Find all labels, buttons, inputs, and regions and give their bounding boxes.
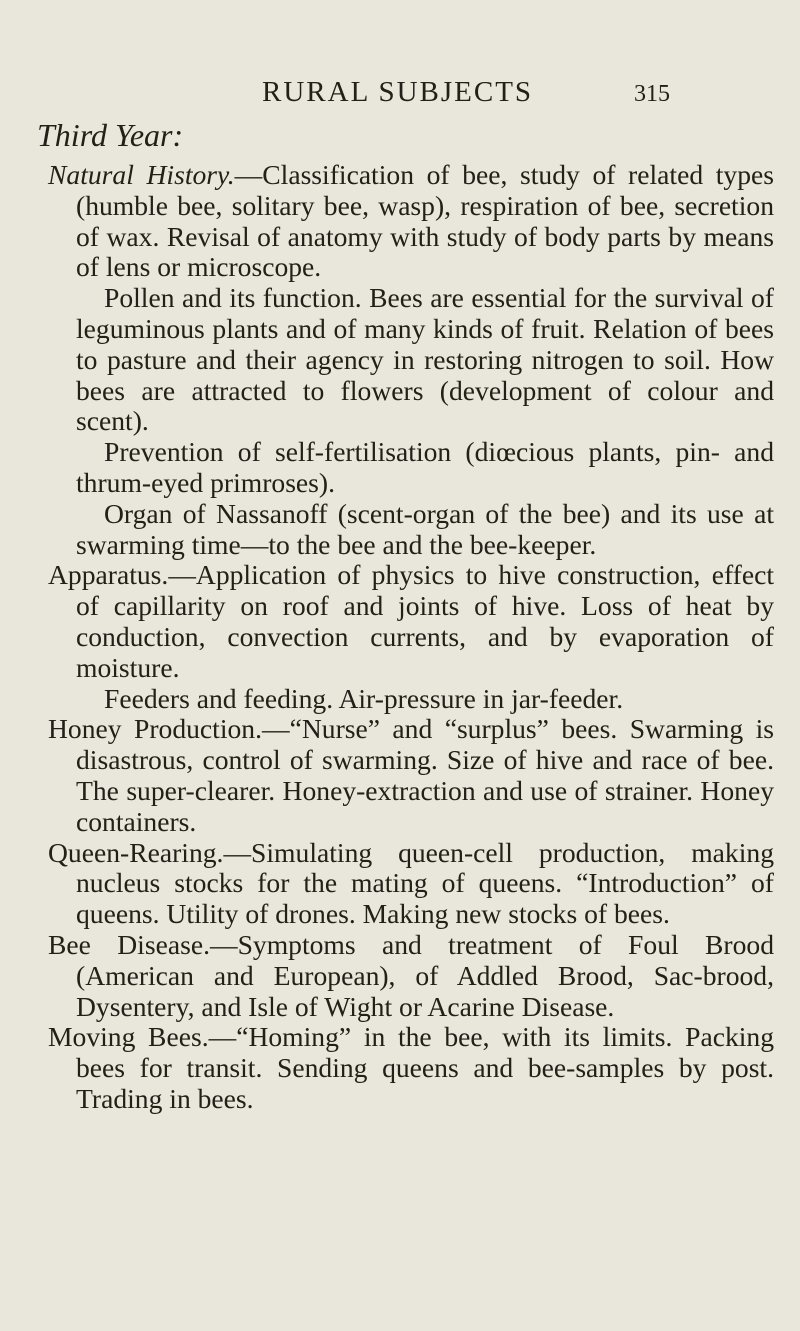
paragraph-text: —Classification of bee, study of related types (humble bee, solitary bee, wasp), respiration of bee, secretion of wax. Revisal of anatomy with study of body parts by means of lens or microscope. [76,159,774,283]
paragraph-text: —“Homing” in the bee, with its limits. Packing bees for transit. Sending queens and bee-samples by post. Trading in bees. [76,1021,775,1114]
paragraph [48,838,774,930]
running-head [0,74,800,114]
paragraph-text: —Symptoms and treatment of Foul Brood (American and European), of Addled Brood, Sac-brood, Dysentery, and Isle of Wight or Acarine Disease. [76,928,774,1022]
year-heading: Third Year: [37,117,184,153]
paragraph: Organ of Nassanoff (scent-organ of the bee) and its use at swarming time—to the bee and the bee-keeper. [76,497,774,560]
section-moving-bees [48,1022,774,1114]
section-lead: Apparatus. [48,559,169,591]
body-text [48,160,774,1115]
section-lead: Moving Bees. [48,1021,209,1053]
paragraph-text: —Simulating queen-cell production, making nucleus stocks for the mating of queens. “Introduction” of queens. Utility of drones. Making new stocks of bees. [76,836,774,930]
paragraph [48,160,774,283]
page-number: 315 [634,81,670,107]
paragraph [48,930,774,1022]
section-lead: Honey Production. [48,713,262,745]
paragraph-text: —Application of physics to hive construction, effect of capillarity on roof and joints of hive. Loss of heat by conduction, convection currents, and by evaporation of moisture. [76,559,774,683]
section-lead: Queen-Rearing. [48,836,224,868]
paragraph: Feeders and feeding. Air-pressure in jar-feeder. [104,682,624,714]
paragraph [48,560,774,683]
paragraph: Prevention of self-fertilisation (diœcious plants, pin- and thrum-eyed primroses). [76,436,774,498]
section-lead: Natural History. [48,159,235,190]
paragraph-text: —“Nurse” and “surplus” bees. Swarming is disastrous, control of swarming. Size of hive and race of bee. The super-clearer. Honey-extraction and use of strainer. Honey containers. [76,713,774,837]
section-apparatus [48,560,774,714]
section-lead: Bee Disease. [48,928,210,960]
section-natural-history [48,160,774,560]
section-queen-rearing [48,838,774,930]
section-bee-disease [48,930,774,1022]
paragraph [48,1022,774,1114]
section-honey-production [48,714,774,837]
running-title: RURAL SUBJECTS [262,76,534,108]
paragraph [48,714,774,837]
paragraph: Pollen and its function. Bees are essential for the survival of leguminous plants and of many kinds of fruit. Relation of bees to pasture and their agency in restoring nitrogen to soil. How bees are attracted to flowers (development of colour and scent). [76,282,774,437]
